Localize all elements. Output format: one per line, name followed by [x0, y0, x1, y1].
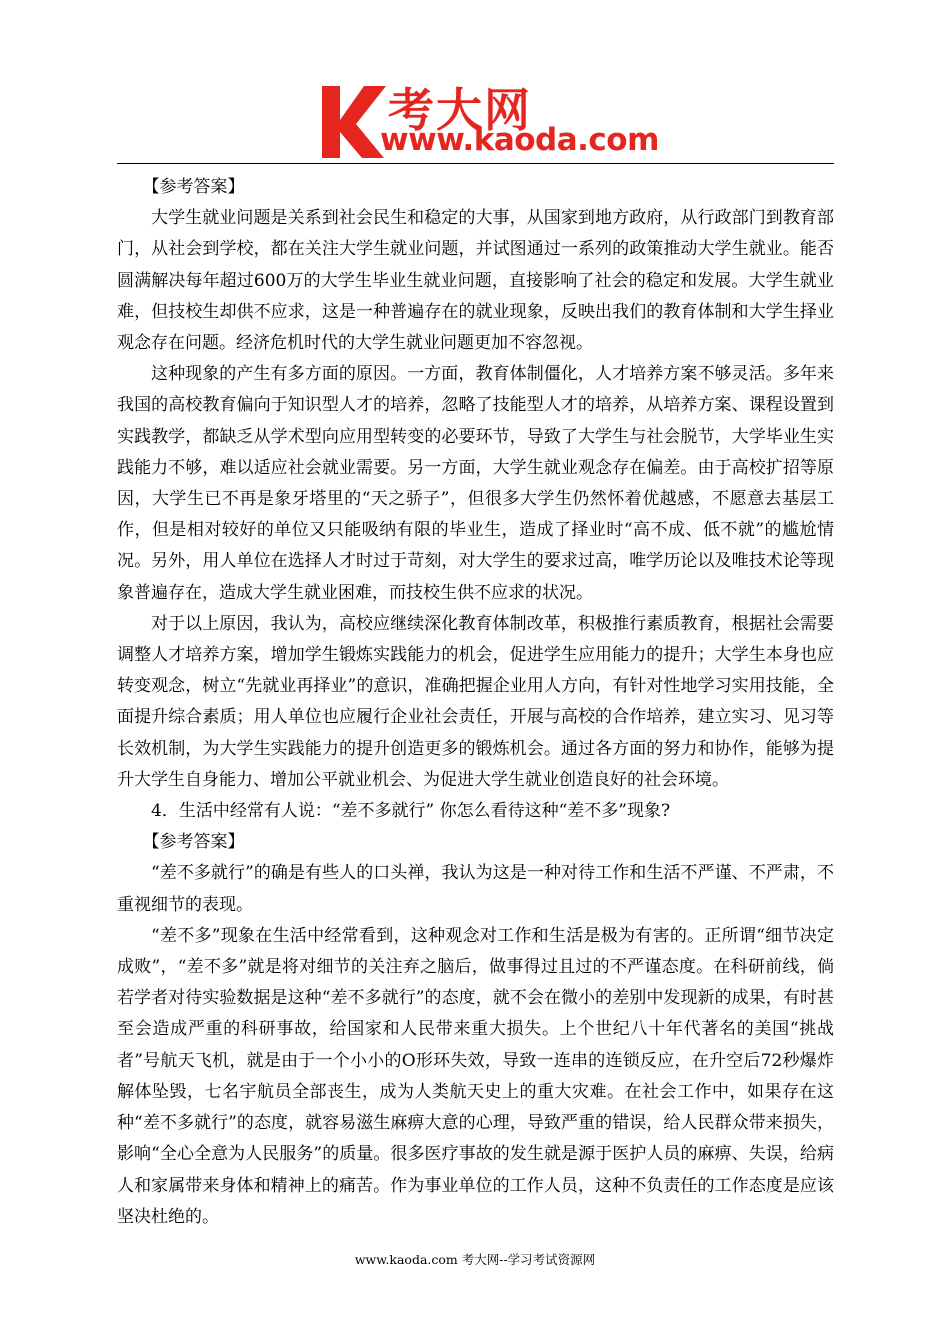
- answer-label: 【参考答案】: [142, 177, 245, 197]
- paragraph: 大学生就业问题是关系到社会民生和稳定的大事，从国家到地方政府，从行政部门到教育部门，从社会到学校，都在关注大学生就业问题，并试图通过一系列的政策推动大学生就业。能否圆满解决每年超过600万的大学生毕业生就业问题，直接影响了社会的稳定和发展。大学生就业难，但技校生却供不应求，这是一种普遍存在的就业现象，反映出我们的教育体制和大学生择业观念存在问题。经济危机时代的大学生就业问题更加不容忽视。: [117, 208, 834, 354]
- paragraph: 对于以上原因，我认为，高校应继续深化教育体制改革，积极推行素质教育，根据社会需要调整人才培养方案，增加学生锻炼实践能力的机会，促进学生应用能力的提升；大学生本身也应转变观念，树立“先就业再择业”的意识，准确把握企业用人方向，有针对性地学习实用技能，全面提升综合素质；用人单位也应履行企业社会责任，开展与高校的合作培养，建立实习、见习等长效机制，为大学生实践能力的提升创造更多的锻炼机会。通过各方面的努力和协作，能够为提升大学生自身能力、增加公平就业机会、为促进大学生就业创造良好的社会环境。: [117, 613, 834, 790]
- paragraph: “差不多就行”的确是有些人的口头禅，我认为这是一种对待工作和生活不严谨、不严肃，不重视细节的表现。: [117, 863, 834, 915]
- logo-chinese-name: 考大网: [388, 83, 532, 137]
- document-body: [117, 172, 834, 1233]
- page-footer: www.kaoda.com 考大网--学习考试资源网: [354, 1252, 596, 1267]
- question-heading: 4．生活中经常有人说：“差不多就行” 你怎么看待这种“差不多”现象?: [151, 801, 671, 822]
- answer-label: 【参考答案】: [142, 832, 245, 853]
- header-divider: [117, 163, 834, 164]
- paragraph: 这种现象的产生有多方面的原因。一方面，教育体制僵化，人才培养方案不够灵活。多年来我国的高校教育偏向于知识型人才的培养，忽略了技能型人才的培养，从培养方案、课程设置到实践教学，都缺乏从学术型向应用型转变的必要环节，导致了大学生与社会脱节，大学毕业生实践能力不够，难以适应社会就业需要。另一方面，大学生就业观念存在偏差。由于高校扩招等原因，大学生已不再是象牙塔里的“天之骄子”，但很多大学生仍然怀着优越感，不愿意去基层工作，但是相对较好的单位又只能吸纳有限的毕业生，造成了择业时“高不成、低不就”的尴尬情况。另外，用人单位在选择人才时过于苛刻，对大学生的要求过高，唯学历论以及唯技术论等现象普遍存在，造成大学生就业困难，而技校生供不应求的状况。: [117, 364, 834, 603]
- site-logo: [318, 80, 659, 160]
- logo-url: www.kaoda.com: [380, 122, 659, 158]
- paragraph: “差不多”现象在生活中经常看到，这种观念对工作和生活是极为有害的。正所谓“细节决定成败”，“差不多”就是将对细节的关注弃之脑后，做事得过且过的不严谨态度。在科研前线，倘若学者对待实验数据是这种“差不多就行”的态度，就不会在微小的差别中发现新的成果，有时甚至会造成严重的科研事故，给国家和人民带来重大损失。上个世纪八十年代著名的美国“挑战者”号航天飞机，就是由于一个小小的O形环失效，导致一连串的连锁反应，在升空后72秒爆炸解体坠毁，七名宇航员全部丧生，成为人类航天史上的重大灾难。在社会工作中，如果存在这种“差不多就行”的态度，就容易滋生麻痹大意的心理，导致严重的错误，给人民群众带来损失，影响“全心全意为人民服务”的质量。很多医疗事故的发生就是源于医护人员的麻痹、失误，给病人和家属带来身体和精神上的痛苦。作为事业单位的工作人员，这种不负责任的工作态度是应该坚决杜绝的。: [117, 925, 834, 1227]
